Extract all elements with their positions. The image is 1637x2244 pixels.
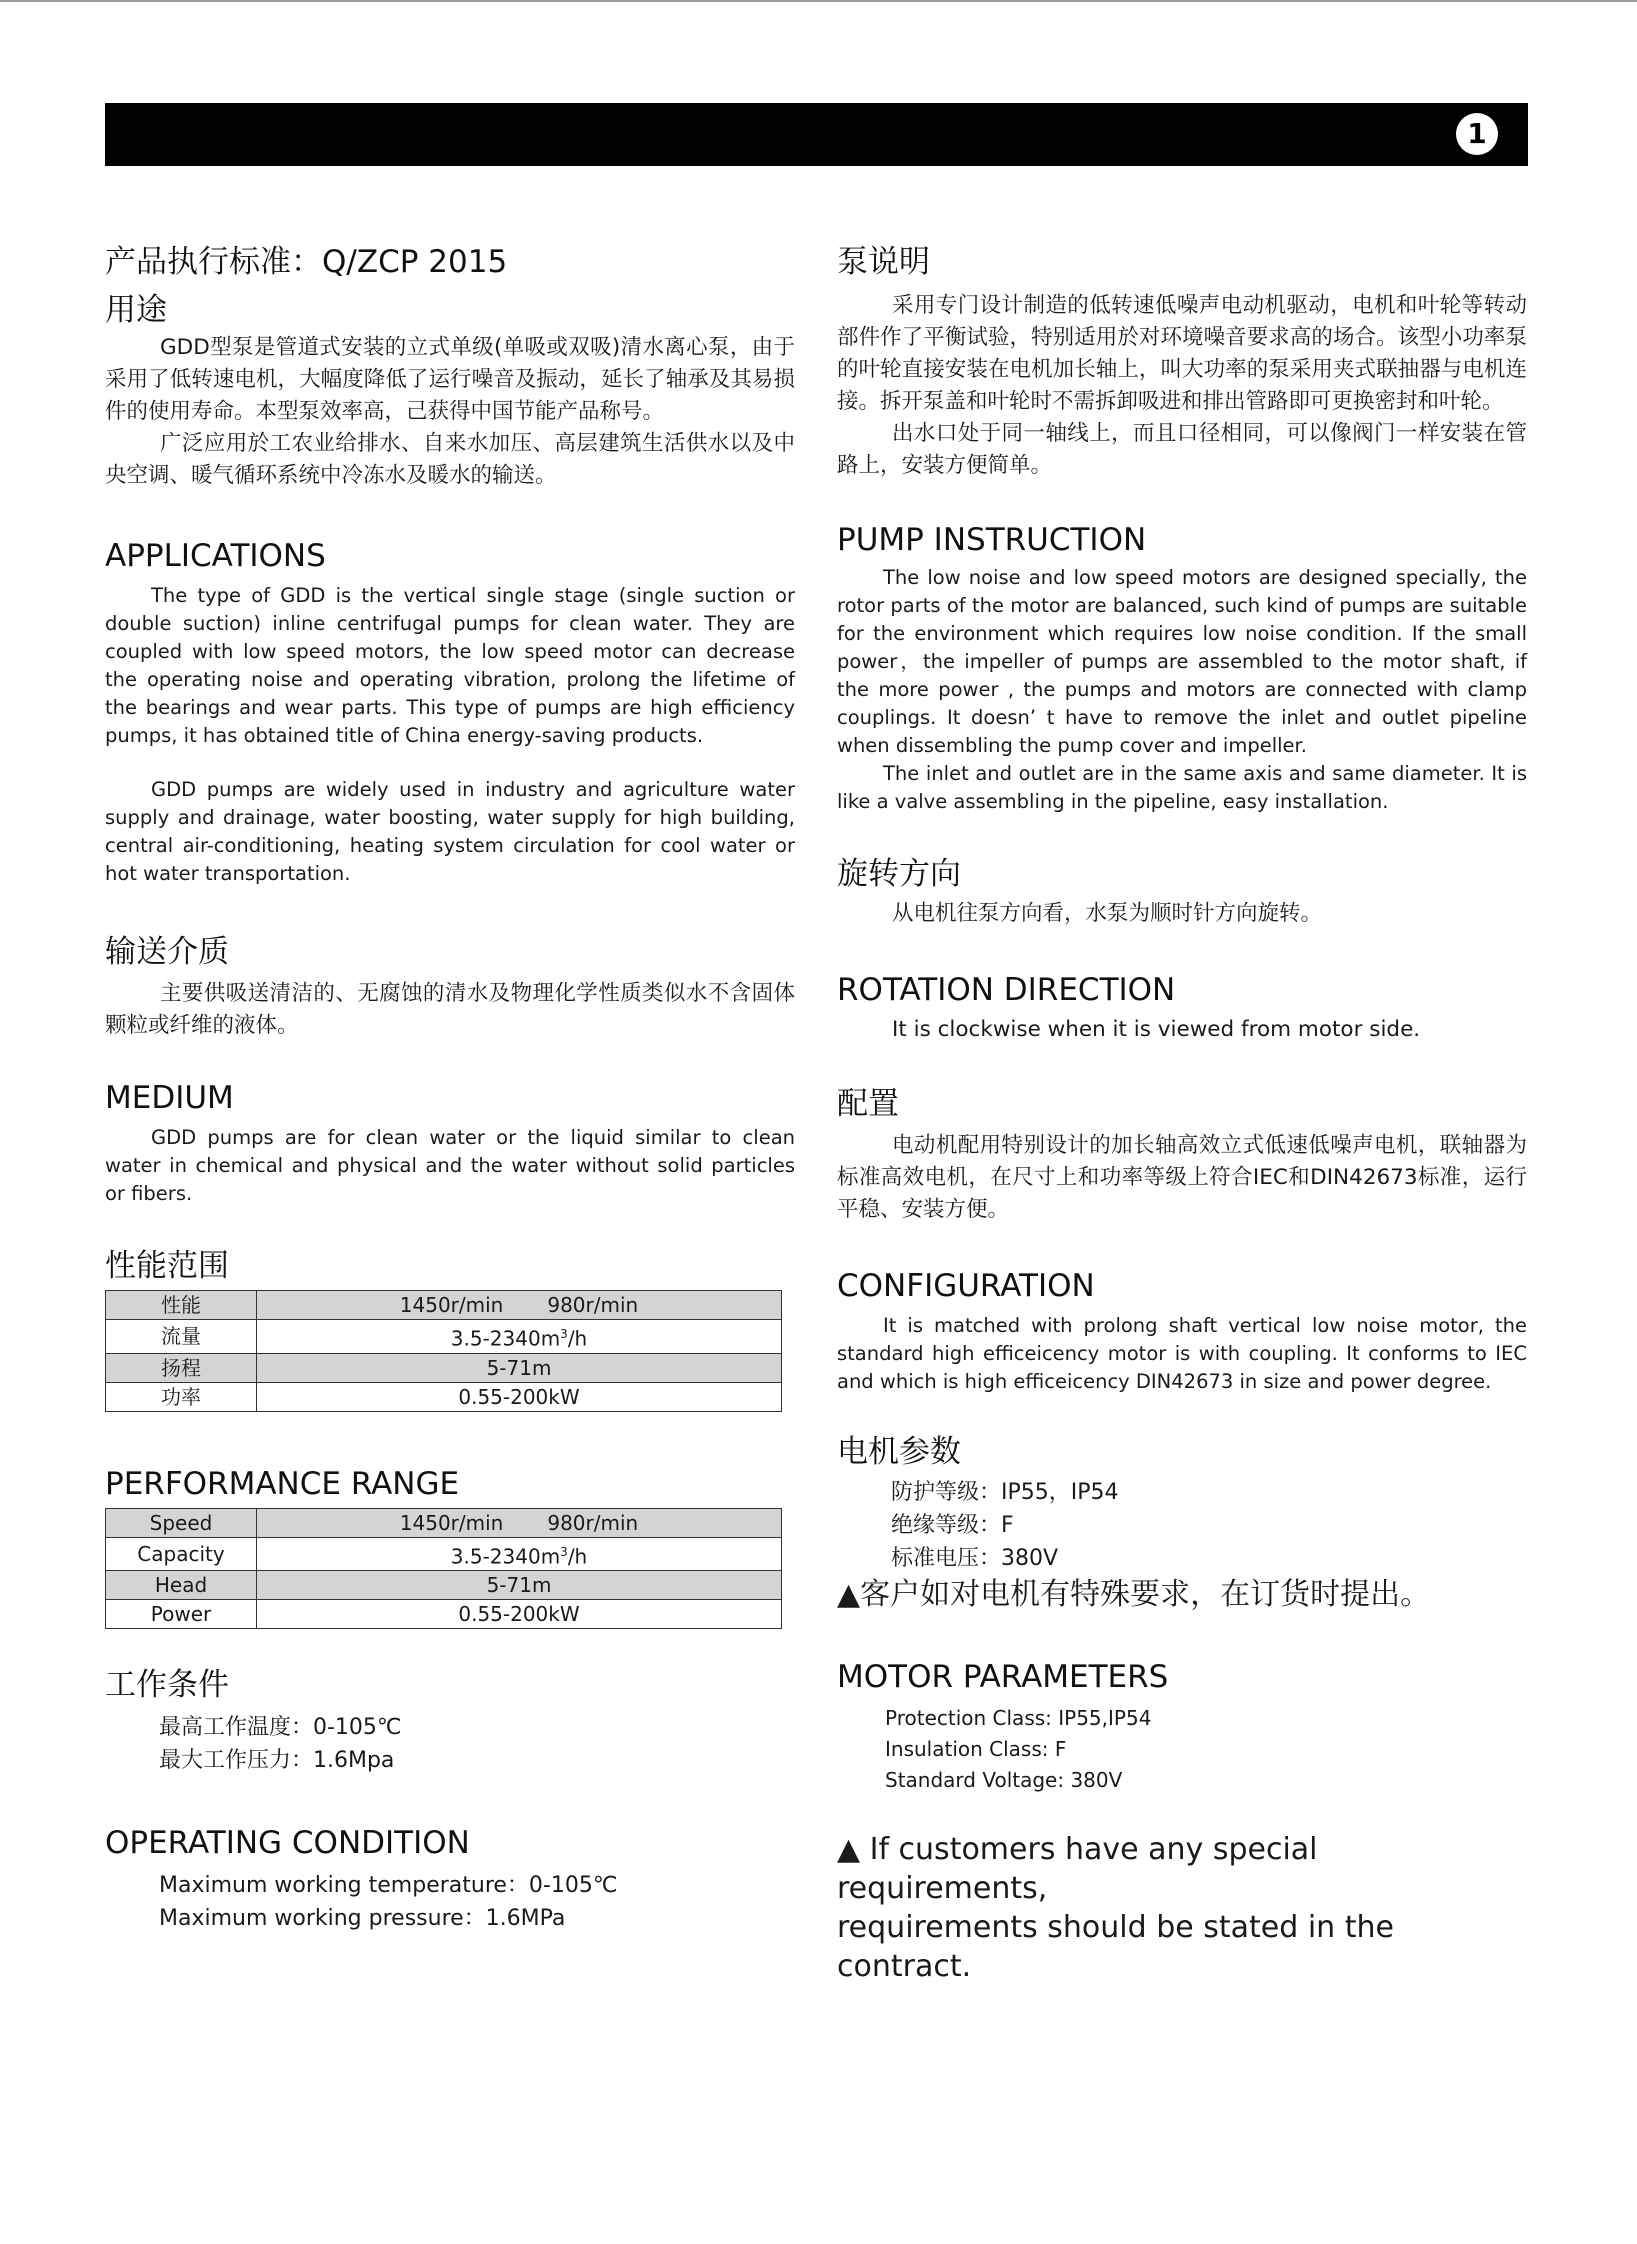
table-value: 5-71m [257, 1571, 782, 1600]
table-row [106, 1537, 782, 1571]
rotation-cn-para: 从电机往泵方向看，水泵为顺时针方向旋转。 [892, 901, 1323, 926]
list-item: Standard Voltage: 380V [885, 1768, 1123, 1792]
list-item: Maximum working pressure：1.6MPa [159, 1906, 566, 1932]
table-key: 功率 [106, 1382, 257, 1411]
table-value: 0.55-200kW [257, 1382, 782, 1411]
table-value: 1450r/min 980r/min [257, 1291, 782, 1320]
work-cn-list [105, 1711, 795, 1777]
usage-title: 用途 [105, 292, 167, 328]
table-key: Capacity [106, 1537, 257, 1571]
perf-cn-title: 性能范围 [105, 1248, 229, 1284]
perf-en-title: PERFORMANCE RANGE [105, 1465, 460, 1502]
pump-cn-para-2: 出水口处于同一轴线上，而且口径相同，可以像阀门一样安装在管路上，安装方便简单。 [837, 421, 1527, 478]
pump-en-para-2: The inlet and outlet are in the same axis and same diameter. It is like a valve assembling in the pipeline, easy installation. [837, 762, 1527, 813]
rotation-en-para: It is clockwise when it is viewed from motor side. [892, 1017, 1421, 1042]
table-row [106, 1382, 782, 1411]
table-key: 性能 [106, 1291, 257, 1320]
notice-line: requirements should be stated in the contract. [837, 1910, 1394, 1984]
motor-cn-title: 电机参数 [837, 1434, 961, 1470]
medium-en-para: GDD pumps are for clean water or the liquid similar to clean water in chemical and physical and the water without solid particles or fibers. [105, 1126, 795, 1205]
table-key: 扬程 [106, 1353, 257, 1382]
standard-title: 产品执行标准：Q/ZCP 2015 [105, 244, 508, 280]
config-en-para: It is matched with prolong shaft vertical low noise motor, the standard high efficeicency motor is with coupling. It conforms to IEC and which is high efficeicency DIN42673 in size and power degree. [837, 1314, 1527, 1393]
pump-cn-para-1: 采用专门设计制造的低转速低噪声电动机驱动，电机和叶轮等转动部件作了平衡试验，特别适用於对环境噪音要求高的场合。该型小功率泵的叶轮直接安装在电机加长轴上，叫大功率的泵采用夹式联抽器与电机连接。拆开泵盖和叶轮时不需拆卸吸进和排出管路即可更换密封和叶轮。 [837, 293, 1527, 414]
work-en-list [105, 1869, 795, 1935]
config-cn-title: 配置 [837, 1086, 899, 1122]
top-rule [0, 0, 1637, 2]
table-key: Head [106, 1571, 257, 1600]
list-item: Protection Class: IP55,IP54 [885, 1706, 1152, 1730]
rotation-cn-title: 旋转方向 [837, 856, 961, 892]
config-en-title: CONFIGURATION [837, 1268, 1095, 1304]
table-key: 流量 [106, 1320, 257, 1354]
table-row [106, 1600, 782, 1629]
notice-line: ▲ If customers have any special requirements, [837, 1832, 1318, 1906]
medium-cn-title: 输送介质 [105, 934, 229, 970]
rotation-en-title: ROTATION DIRECTION [837, 972, 1176, 1008]
table-value: 0.55-200kW [257, 1600, 782, 1629]
right-column [837, 242, 1527, 1986]
header-bar [105, 103, 1528, 166]
list-item: 最高工作温度：0-105℃ [159, 1715, 402, 1741]
pump-en-title: PUMP INSTRUCTION [837, 522, 1147, 558]
left-column [105, 242, 795, 1935]
config-cn-para: 电动机配用特别设计的加长轴高效立式低速低噪声电机，联轴器为标准高效电机，在尺寸上和功率等级上符合IEC和DIN42673标准，运行平稳、安装方便。 [837, 1133, 1527, 1222]
applications-para-1: The type of GDD is the vertical single stage (single suction or double suction) inline centrifugal pumps for clean water. They are coupled with low speed motors, the low speed motor can decrease the operating noise and operating vibration, prolong the lifetime of the bearings and wear parts. This type of pumps are high efficiency pumps, it has obtained title of China energy-saving products. [105, 584, 795, 747]
pump-en-para-1: The low noise and low speed motors are designed specially, the rotor parts of the motor are balanced, such kind of pumps are suitable for the environment which requires low noise condition. If the small power，the impeller of pumps are assembled to the motor shaft, if the more power , the pumps and motors are connected with clamp couplings. It doesn’ t have to remove the inlet and outlet pipeline when dissembling the pump cover and impeller. [837, 566, 1527, 757]
list-item: 防护等级：IP55，IP54 [891, 1480, 1119, 1505]
motor-cn-notice: ▲客户如对电机有特殊要求，在订货时提出。 [837, 1577, 1431, 1612]
list-item: Insulation Class: F [885, 1737, 1067, 1761]
table-row [106, 1508, 782, 1537]
table-row [106, 1571, 782, 1600]
list-item: 标准电压：380V [891, 1546, 1059, 1571]
usage-para-2: 广泛应用於工农业给排水、自来水加压、高层建筑生活供水以及中央空调、暖气循环系统中冷冻水及暖水的输送。 [105, 431, 795, 488]
table-value: 5-71m [257, 1353, 782, 1382]
perf-en-table [105, 1508, 782, 1630]
motor-en-notice [837, 1830, 1527, 1986]
motor-en-list [837, 1703, 1527, 1796]
applications-title: APPLICATIONS [105, 538, 326, 574]
applications-para-2: GDD pumps are widely used in industry and agriculture water supply and drainage, water boosting, water supply for high building, central air-conditioning, heating system circulation for cool water or hot water transportation. [105, 778, 795, 885]
motor-cn-list [837, 1476, 1527, 1575]
medium-cn-para: 主要供吸送清洁的、无腐蚀的清水及物理化学性质类似水不含固体颗粒或纤维的液体。 [105, 981, 795, 1038]
table-row [106, 1291, 782, 1320]
usage-para-1: GDD型泵是管道式安装的立式单级(单吸或双吸)清水离心泵，由于采用了低转速电机，大幅度降低了运行噪音及振动，延长了轴承及其易损件的使用寿命。本型泵效率高，己获得中国节能产品称号。 [105, 335, 795, 424]
table-value: 1450r/min 980r/min [257, 1508, 782, 1537]
pump-cn-title: 泵说明 [837, 244, 930, 280]
work-cn-title: 工作条件 [105, 1667, 229, 1704]
table-row [106, 1320, 782, 1354]
table-key: Speed [106, 1508, 257, 1537]
work-en-title: OPERATING CONDITION [105, 1825, 470, 1862]
medium-en-title: MEDIUM [105, 1080, 234, 1116]
table-row [106, 1353, 782, 1382]
list-item: 最大工作压力：1.6Mpa [159, 1748, 395, 1774]
table-value: $3.5-2340m^3/h$ [257, 1537, 782, 1571]
motor-en-title: MOTOR PARAMETERS [837, 1659, 1169, 1695]
page-number: 1 [1456, 113, 1498, 155]
table-value: $3.5-2340m^3/h$ [257, 1320, 782, 1354]
list-item: Maximum working temperature：0-105℃ [159, 1873, 618, 1899]
perf-cn-table [105, 1290, 782, 1412]
table-key: Power [106, 1600, 257, 1629]
list-item: 绝缘等级：F [891, 1513, 1014, 1538]
